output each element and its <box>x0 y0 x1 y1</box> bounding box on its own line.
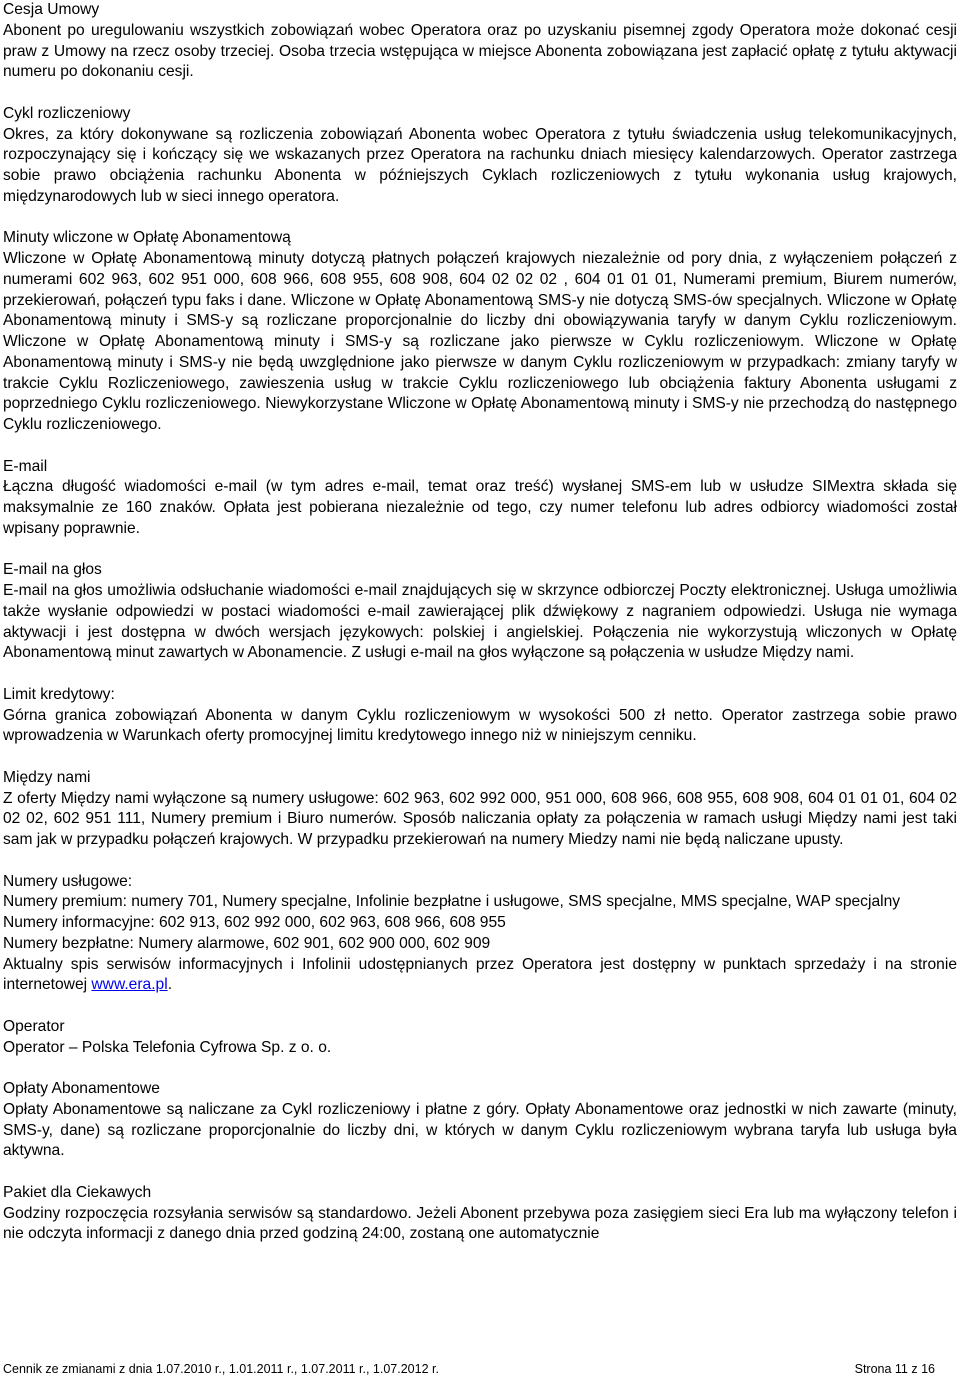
section-pakiet-dla-ciekawych <box>3 1183 957 1245</box>
section-body: Operator – Polska Telefonia Cyfrowa Sp. z o. o. <box>3 1038 332 1056</box>
numery-bezplatne-text: Numery bezpłatne: Numery alarmowe, 602 901, 602 900 000, 602 909 <box>3 934 491 952</box>
section-body: Okres, za który dokonywane są rozliczenia zobowiązań Abonenta wobec Operatora z tytułu świadczenia usług telekomunikacyjnych, rozpoczynający się i kończący się we wskazanych przez Operatora na rachunku dniach miesięcy kalendarzowych. Operator zastrzega sobie prawo obciążenia rachunku Abonenta w późniejszych Cyklach rozliczeniowych z tytułu wykonania usług krajowych, międzynarodowych lub w sieci innego operatora. <box>3 125 957 205</box>
section-body: Opłaty Abonamentowe są naliczane za Cykl rozliczeniowy i płatne z góry. Opłaty Abonamentowe oraz jednostki w nich zawarte (minuty, SMS-y, dane) są rozliczane proporcjonalnie do liczby dni, w których w danym Cyklu rozliczeniowym wybrana taryfa lub usługa była aktywna. <box>3 1100 957 1160</box>
aktualny-spis-text <box>3 955 957 997</box>
document-content <box>3 0 957 1266</box>
aktualny-spis-suffix: . <box>167 976 173 994</box>
section-heading: Opłaty Abonamentowe <box>3 1080 160 1097</box>
section-heading: Minuty wliczone w Opłatę Abonamentową <box>3 229 291 247</box>
section-body: Łączna długość wiadomości e-mail (w tym adres e-mail, temat oraz treść) wysłanej SMS-em lub w usłudze SIMextra składa się maksymalnie ze 160 znaków. Opłata jest pobierana niezależnie od tego, czy numer telefonu lub adres odbiorcy wiadomości został wpisany poprawnie. <box>3 478 957 537</box>
section-body: E-mail na głos umożliwia odsłuchanie wiadomości e-mail znajdujących się w skrzynce odbiorczej Poczty elektronicznej. Usługa umożliwia także wysłanie odpowiedzi w postaci wiadomości e-mail zawierającej plik dźwiękowy z nagraniem odpowiedzi. Usługa nie wymaga aktywacji i jest dostępna w dwóch wersjach językowych: polskiej i angielskiej. Połączenia nie wykorzystują wliczonych w Opłatę Abonamentową minut zawartych w Abonamencie. Z usługi e-mail na głos wyłączone są połączenia w usłudze Między nami. <box>3 582 957 662</box>
footer-page-number: Strona 11 z 16 <box>854 1362 935 1376</box>
section-operator <box>3 1017 957 1059</box>
footer-cennik-dates: Cennik ze zmianami z dnia 1.07.2010 r., 1.01.2011 r., 1.07.2011 r., 1.07.2012 r. <box>3 1362 439 1376</box>
section-body: Wliczone w Opłatę Abonamentową minuty dotyczą płatnych połączeń krajowych niezależnie od pory dnia, z wyłączeniem połączeń z numerami 602 963, 602 951 000, 608 966, 608 955, 608 908, 604 02 02 02 , 604 01 01 01, Numerami premium, Biurem numerów, przekierowań, połączeń typu faks i dane. Wliczone w Opłatę Abonamentową SMS-y nie dotyczą SMS-ów specjalnych. Wliczone w Opłatę Abonamentową minuty i SMS-y są rozliczane proporcjonalnie do liczby dni obowiązywania taryfy w danym Cyklu rozliczeniowym. Wliczone w Opłatę Abonamentową minuty i SMS-y są rozliczane jako pierwsze w Cyklu rozliczeniowym. Wliczone w Opłatę Abonamentową minuty i SMS-y nie będą uwzględnione jako pierwsze w danym Cyklu rozliczeniowym w przypadkach: zmiany taryfy w trakcie Cyklu Rozliczeniowego, zawieszenia usług w trakcie Cyklu rozliczeniowego lub obciążenia faktury Abonenta usługami z poprzedniego Cyklu rozliczeniowego. Niewykorzystane Wliczone w Opłatę Abonamentową minuty i SMS-y nie przechodzą do następnego Cyklu rozliczeniowego. <box>3 250 957 433</box>
section-e-mail-na-glos <box>3 560 957 664</box>
section-body: Abonent po uregulowaniu wszystkich zobowiązań wobec Operatora oraz po uzyskaniu pisemnej zgody Operatora może dokonać cesji praw z Umowy na rzecz osoby trzeciej. Osoba trzecia wstępująca w miejsce Abonenta zobowiązana jest zapłacić opłatę z tytułu aktywacji numeru po dokonaniu cesji. <box>3 21 957 81</box>
section-e-mail <box>3 457 957 540</box>
section-heading: Między nami <box>3 768 91 786</box>
era-website-link[interactable]: www.era.pl <box>91 976 168 994</box>
numery-informacyjne-text: Numery informacyjne: 602 913, 602 992 000, 602 963, 608 966, 608 955 <box>3 914 506 931</box>
numery-premium-text: Numery premium: numery 701, Numery specjalne, Infolinie bezpłatne i usługowe, SMS specjalne, MMS specjalne, WAP specjalny <box>3 893 901 911</box>
section-body: Godziny rozpoczęcia rozsyłania serwisów są standardowo. Jeżeli Abonent przebywa poza zasięgiem sieci Era lub ma wyłączony telefon i nie odczyta informacji z danego dnia przed godziną 24:00, zostaną one automatycznie <box>3 1204 957 1243</box>
section-heading: Pakiet dla Ciekawych <box>3 1183 152 1201</box>
section-miedzy-nami <box>3 768 957 851</box>
section-body: Z oferty Między nami wyłączone są numery usługowe: 602 963, 602 992 000, 951 000, 608 966, 608 955, 608 908, 604 01 01 01, 604 02 02 02, 602 951 111, Numery premium i Biuro numerów. Sposób naliczania opłaty za połączenia w ramach usługi Między nami jest taki sam jak w przypadku połączeń krajowych. W przypadku przekierowań na numery Miedzy nami nie będą naliczane upusty. <box>3 789 957 848</box>
section-heading: E-mail na głos <box>3 561 102 579</box>
section-cesja-umowy <box>3 0 957 83</box>
section-numery-uslugowe <box>3 872 957 997</box>
section-body: Górna granica zobowiązań Abonenta w danym Cyklu rozliczeniowym w wysokości 500 zł netto. Operator zastrzega sobie prawo wprowadzenia w Warunkach oferty promocyjnej limitu kredytowego innego niż w niniejszym cenniku. <box>3 706 957 745</box>
section-oplaty-abonamentowe <box>3 1079 957 1162</box>
aktualny-spis-prefix: Aktualny spis serwisów informacyjnych i Infolinii udostępnianych przez Operatora jest dostępny w punktach sprzedaży i na stronie internetowej <box>3 955 957 994</box>
page-footer <box>3 1360 957 1378</box>
section-heading: E-mail <box>3 457 48 475</box>
section-heading: Numery usługowe: <box>3 872 133 890</box>
section-heading: Limit kredytowy: <box>3 685 115 703</box>
section-minuty-wliczone <box>3 228 957 436</box>
section-limit-kredytowy <box>3 685 957 747</box>
section-heading: Cesja Umowy <box>3 1 100 18</box>
section-heading: Operator <box>3 1017 65 1035</box>
section-heading: Cykl rozliczeniowy <box>3 104 131 122</box>
section-cykl-rozliczeniowy <box>3 104 957 208</box>
